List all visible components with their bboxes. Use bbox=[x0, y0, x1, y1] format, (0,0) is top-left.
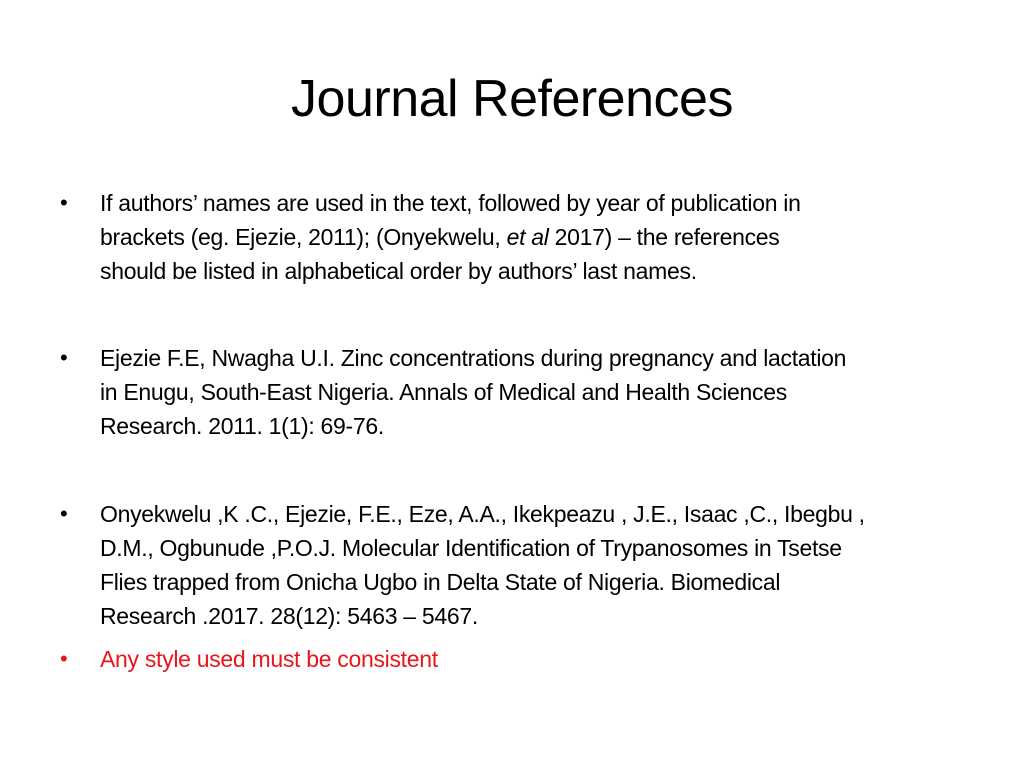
text-line: should be listed in alphabetical order by authors’ last names. bbox=[100, 258, 697, 284]
text-line bbox=[100, 220, 970, 254]
bullet-icon: • bbox=[60, 501, 68, 526]
text-line: Research .2017. 28(12): 5463 – 5467. bbox=[100, 603, 478, 629]
reference-text bbox=[100, 497, 970, 633]
text-line: Research. 2011. 1(1): 69-76. bbox=[100, 413, 384, 439]
text-line: Any style used must be consistent bbox=[100, 646, 438, 672]
slide-title: Journal References bbox=[291, 70, 733, 128]
bullet-icon: • bbox=[60, 190, 68, 215]
text-line: D.M., Ogbunude ,P.O.J. Molecular Identification of Trypanosomes in Tsetse bbox=[100, 535, 842, 561]
bullet-icon: • bbox=[60, 345, 68, 370]
bullet-icon: • bbox=[60, 646, 68, 671]
reference-text bbox=[100, 186, 970, 288]
text-line: Onyekwelu ,K .C., Ejezie, F.E., Eze, A.A., Ikekpeazu , J.E., Isaac ,C., Ibegbu , bbox=[100, 501, 865, 527]
text-segment: 2017) – the references bbox=[548, 224, 780, 250]
text-line: in Enugu, South-East Nigeria. Annals of Medical and Health Sciences bbox=[100, 379, 787, 405]
text-line: Flies trapped from Onicha Ugbo in Delta State of Nigeria. Biomedical bbox=[100, 569, 781, 595]
reference-text bbox=[100, 341, 970, 443]
consistency-note bbox=[100, 642, 970, 676]
text-segment: brackets (eg. Ejezie, 2011); (Onyekwelu, bbox=[100, 224, 507, 250]
text-line: If authors’ names are used in the text, followed by year of publication in bbox=[100, 190, 801, 216]
text-line: Ejezie F.E, Nwagha U.I. Zinc concentrations during pregnancy and lactation bbox=[100, 345, 847, 371]
italic-et-al: et al bbox=[506, 224, 549, 250]
